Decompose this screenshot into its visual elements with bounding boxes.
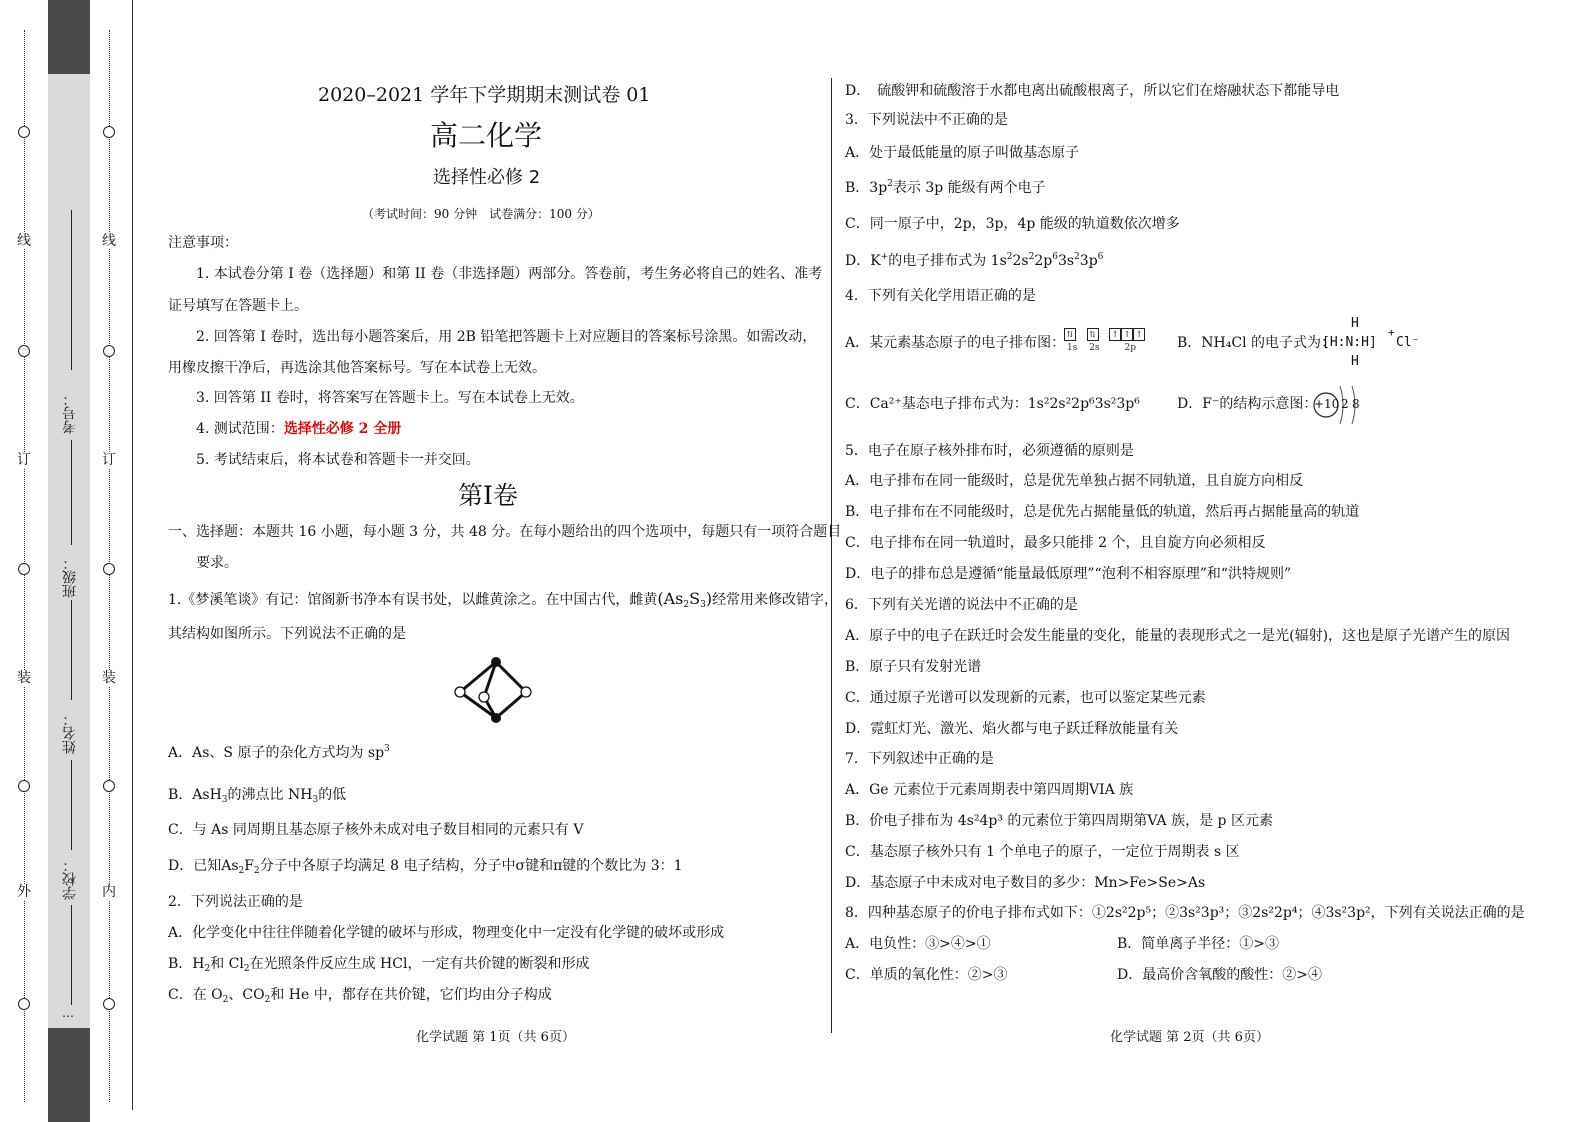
q1-a-sup: 3 <box>384 744 390 754</box>
note-3: 3. 回答第 II 卷时，将答案写在答题卡上。写在本试卷上无效。 <box>196 390 584 406</box>
punch-hole-icon <box>103 126 115 138</box>
config-exp: 2 <box>1074 252 1080 262</box>
subject-title: 高二化学 <box>430 119 543 152</box>
q2-c-post: 和 He 中，都存在共价键，它们均由分子构成 <box>270 987 552 1003</box>
book-title: 选择性必修 2 <box>433 167 541 188</box>
q7-option-b: B．价电子排布为 4s²4p³ 的元素位于第四周期第VA 族，是 p 区元素 <box>845 813 1273 829</box>
q4-option-d: D．F⁻的结构示意图： <box>1177 396 1318 412</box>
margin-char-xian: 线 <box>102 233 116 249</box>
notes-heading: 注意事项： <box>168 235 238 251</box>
punch-hole-icon <box>18 780 30 792</box>
q3-option-a: A．处于最低能量的原子叫做基态原子 <box>845 145 1080 161</box>
q1-d-f: F <box>244 858 254 874</box>
cl-minus: Cl⁻ <box>1396 335 1420 350</box>
punch-hole-icon <box>18 563 30 575</box>
config-exp: 6 <box>1097 252 1104 262</box>
q2-option-c: C．在 $O_2$、$CO_2$和 He 中，都存在共价键，它们均由分子构成 <box>168 987 552 1005</box>
q1-stem-a: 1.《梦溪笔谈》有记：馆阁新书净本有误书处，以雌黄涂之。在中国古代，雌黄 <box>168 592 658 608</box>
q1-b-pre: B．AsH <box>168 787 222 803</box>
config-term: 2p <box>1034 253 1053 269</box>
orbital-label-2s: 2s <box>1089 343 1100 353</box>
q3-option-b <box>845 179 1046 197</box>
school-label: 学校： <box>62 858 78 900</box>
config-exp: 2 <box>1028 252 1035 262</box>
q1-stem-line1 <box>168 590 838 609</box>
q7-option-c: C．基态原子核外只有 1 个单电子的原子，一定位于周期表 s 区 <box>845 844 1240 860</box>
config-term: 2s <box>1012 253 1029 269</box>
section1-line2: 要求。 <box>196 555 238 571</box>
margin-char-xian: 线 <box>17 233 31 249</box>
exam-info: （考试时间：90 分钟 试卷满分：100 分） <box>362 207 600 221</box>
config-term: 3p <box>1079 253 1098 269</box>
q4-option-a: A．某元素基态原子的电子排布图： <box>845 335 1066 351</box>
q2-b-pre: B．H <box>168 956 205 972</box>
exam-number-label: 考号： <box>62 392 78 434</box>
q8-stem: 8．四种基态原子的价电子排布式如下：①2s²2p⁵；②3s²3p³；③2s²2p⁴；④3s²3p²，下列有关说法正确的是 <box>845 905 1525 921</box>
nucleus-charge: +10 <box>1314 397 1340 411</box>
name-label: 姓名： <box>62 712 78 754</box>
q1-stem-line2: 其结构如图所示。下列说法不正确的是 <box>168 626 406 642</box>
field-underline <box>71 210 72 370</box>
footer-page-1: 化学试题 第 1页（共 6页） <box>416 1030 575 1045</box>
q7-option-d: D．基态原子中未成对电子数目的多少：Mn>Fe>Se>As <box>845 875 1206 891</box>
formula-as: (As <box>657 589 684 608</box>
orbital-box: ↑ <box>1109 328 1121 341</box>
class-label: 班级： <box>62 556 78 598</box>
q2-option-a: A．化学变化中往往伴随着化学键的破坏与形成，物理变化中一定没有化学键的破坏或形成 <box>168 925 725 941</box>
margin-char-wai: 外 <box>17 884 31 900</box>
q8-option-a: A．电负性：③>④>① <box>845 936 991 952</box>
q2-b-post: 在光照条件反应生成 HCl，一定有共价键的断裂和形成 <box>249 956 590 972</box>
q1-option-a <box>168 744 390 762</box>
q5-option-b: B．电子排布在不同能级时，总是优先占据能量低的轨道，然后再占据能量高的轨道 <box>845 504 1360 520</box>
q1-d-as: As <box>221 858 239 874</box>
q2-c-mid: 、CO <box>228 987 265 1003</box>
q6-option-b: B．原子只有发射光谱 <box>845 659 982 675</box>
note-5: 5. 考试结束后，将本试卷和答题卡一并交回。 <box>196 452 480 468</box>
note-2b: 用橡皮擦干净后，再选涂其他答案标号。写在本试卷上无效。 <box>168 360 546 376</box>
q3-d-config <box>1013 253 1104 269</box>
margin-char-ding: 订 <box>17 452 31 468</box>
footer-page-2: 化学试题 第 2页（共 6页） <box>1110 1030 1269 1045</box>
q5-option-c: C．电子排布在同一轨道时，最多只能排 2 个，且自旋方向必须相反 <box>845 535 1266 551</box>
orbital-label-1s: 1s <box>1067 343 1078 353</box>
q2-c-pre: C．在 O <box>168 987 223 1003</box>
strip-dark-bottom <box>48 1028 90 1122</box>
q5-option-d: D．电子的排布总是遵循“能量最低原理”“泡利不相容原理”和“洪特规则” <box>845 566 1292 582</box>
q3-option-d <box>845 252 1103 270</box>
q3-option-c: C．同一原子中，2p，3p，4p 能级的轨道数依次增多 <box>845 216 1180 232</box>
nh4-h-top: H <box>1351 316 1359 331</box>
formula-s: S <box>689 589 701 608</box>
page-left-border <box>132 0 133 1110</box>
q3-d-exp: 2 <box>1006 252 1013 262</box>
q7-stem: 7．下列叙述中正确的是 <box>845 751 994 767</box>
orbital-box: ↑ <box>1121 328 1133 341</box>
q3-d-post: 的电子排布式为 1s <box>888 253 1007 269</box>
note-4 <box>196 420 401 438</box>
orbital-box: ⇅ <box>1064 328 1076 341</box>
q1-formula: $(As_2S_3)$ <box>657 589 713 610</box>
nh4-bracket: [H:N:H] <box>1322 335 1377 350</box>
f-ion-structure-diagram <box>1310 382 1370 428</box>
punch-hole-icon <box>103 563 115 575</box>
q6-option-d: D．霓虹灯光、激光、焰火都与电子跃迁释放能量有关 <box>845 721 1179 737</box>
q2-stem: 2．下列说法正确的是 <box>168 894 303 910</box>
orbital-box: ↑ <box>1133 328 1145 341</box>
margin-char-zhuang: 装 <box>17 670 31 686</box>
note-2a: 2. 回答第 I 卷时，选出每小题答案后，用 2B 铅笔把答题卡上对应题目的答案标号涂黑。如需改动， <box>196 329 817 345</box>
nh4-plus: + <box>1388 326 1395 339</box>
punch-hole-icon <box>18 126 30 138</box>
margin-ellipsis: … <box>62 1006 74 1020</box>
q3-stem: 3．下列说法中不正确的是 <box>845 112 1008 128</box>
punch-hole-icon <box>103 780 115 792</box>
q3-d-pre: D．K <box>845 253 881 269</box>
shell-1: 2 <box>1341 397 1349 411</box>
nh4-h-bottom: H <box>1351 354 1359 369</box>
column-divider <box>831 78 832 1033</box>
section1-line1: 一、选择题：本题共 16 小题，每小题 3 分，共 48 分。在每小题给出的四个选项中，每题只有一项符合题目 <box>168 524 842 540</box>
q6-option-c: C．通过原子光谱可以发现新的元素，也可以鉴定某些元素 <box>845 690 1206 706</box>
q1-option-b: B．AsH$_3$的沸点比 $NH_3$的低 <box>168 787 347 805</box>
q6-stem: 6．下列有关光谱的说法中不正确的是 <box>845 597 1078 613</box>
q1-b-post: 的低 <box>318 787 347 803</box>
q3-b-post: 表示 3p 能级有两个电子 <box>892 180 1046 196</box>
punch-hole-icon <box>103 998 115 1010</box>
orbital-box: ⇅ <box>1087 328 1099 341</box>
q8-option-c: C．单质的氧化性：②>③ <box>845 967 1008 983</box>
q1-option-c: C．与 As 同周期且基态原子核外未成对电子数目相同的元素只有 V <box>168 822 584 838</box>
field-underline <box>71 905 72 1005</box>
q1-d-post: 分子中各原子均满足 8 电子结构，分子中σ键和π键的个数比为 3：1 <box>259 858 683 874</box>
note-1b: 证号填写在答题卡上。 <box>168 298 308 314</box>
q6-option-a: A．原子中的电子在跃迁时会发生能量的变化，能量的表现形式之一是光(辐射)，这也是原子光谱产生的原因 <box>845 628 1511 644</box>
q2-option-d: D． 硫酸钾和硫酸溶于水都电离出硫酸根离子，所以它们在熔融状态下都能导电 <box>845 83 1340 99</box>
formula-close: ) <box>705 589 713 608</box>
q4-stem: 4．下列有关化学用语正确的是 <box>845 288 1036 304</box>
as2s3-structure-diagram <box>448 652 538 728</box>
config-term: 3s <box>1057 253 1075 269</box>
shell-2: 8 <box>1352 397 1360 411</box>
margin-char-zhuang: 装 <box>102 670 116 686</box>
q1-b-mid: 的沸点比 NH <box>227 787 313 803</box>
q3-b-pre: B．3p <box>845 180 888 196</box>
margin-char-nei: 内 <box>102 884 116 900</box>
punch-hole-icon <box>18 998 30 1010</box>
field-underline <box>71 440 72 545</box>
q2-b-mid: 和 Cl <box>210 956 244 972</box>
q7-option-a: A．Ge 元素位于元素周期表中第四周期VIA 族 <box>845 782 1134 798</box>
q5-option-a: A．电子排布在同一能级时，总是优先单独占据不同轨道，且自旋方向相反 <box>845 473 1304 489</box>
punch-hole-icon <box>18 345 30 357</box>
test-range: 选择性必修 2 全册 <box>283 421 402 437</box>
q3-b-sup: 2 <box>887 179 893 189</box>
q4-option-b: B．NH₄Cl 的电子式为： <box>1177 335 1335 351</box>
q1-option-d: D．已知$As_2F_2$分子中各原子均满足 8 电子结构，分子中σ键和π键的个数比为 3：1 <box>168 858 683 876</box>
q1-d-pre: D．已知 <box>168 858 222 874</box>
strip-dark-top <box>48 0 90 74</box>
volume-title: 第I卷 <box>458 481 518 510</box>
field-underline <box>71 760 72 850</box>
q2-option-b: B．$H_2$和 $Cl_2$在光照条件反应生成 HCl，一定有共价键的断裂和形成 <box>168 956 590 974</box>
orbital-label-2p: 2p <box>1124 343 1136 353</box>
punch-hole-icon <box>103 345 115 357</box>
q4-option-c: C．Ca²⁺基态电子排布式为：1s²2s²2p⁶3s²3p⁶ <box>845 396 1140 412</box>
margin-char-ding: 订 <box>102 452 116 468</box>
exam-title: 2020–2021 学年下学期期末测试卷 01 <box>318 84 651 106</box>
q8-option-b: B．简单离子半径：①>③ <box>1117 936 1280 952</box>
q8-option-d: D．最高价含氧酸的酸性：②>④ <box>1117 967 1322 983</box>
orbital-diagram <box>1064 328 1145 353</box>
q3-d-sup: + <box>880 252 889 262</box>
q1-stem-b: 经常用来修改错字， <box>712 592 839 608</box>
config-exp: 6 <box>1052 252 1058 262</box>
nh4cl-electron-formula <box>1322 316 1432 372</box>
note-1a: 1. 本试卷分第 I 卷（选择题）和第 II 卷（非选择题）两部分。答卷前，考生务必将自己的姓名、准考 <box>196 266 823 282</box>
q1-a-text: A．As、S 原子的杂化方式均为 sp <box>168 745 385 761</box>
field-underline <box>71 600 72 700</box>
note-4-prefix: 4. 测试范围： <box>196 421 284 437</box>
q5-stem: 5．电子在原子核外排布时，必须遵循的原则是 <box>845 443 1134 459</box>
